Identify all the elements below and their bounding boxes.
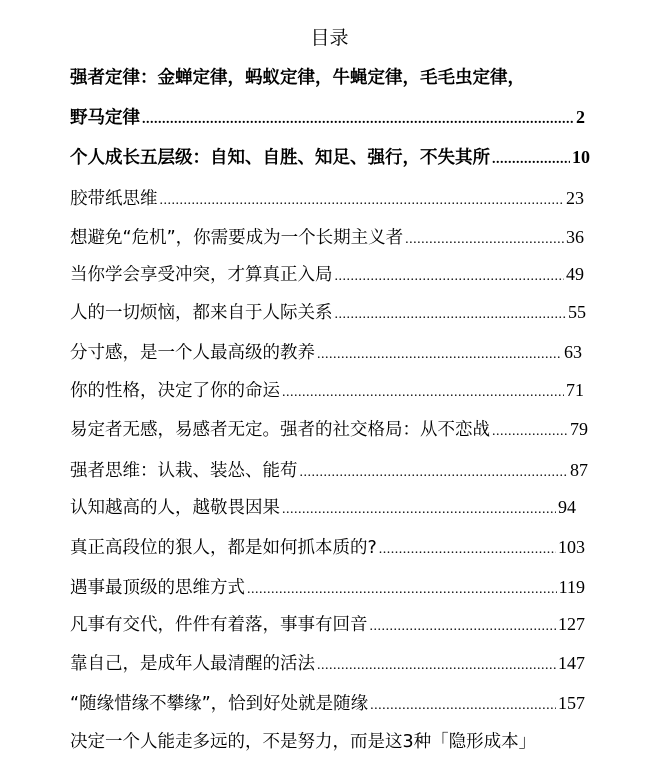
toc-entry[interactable]: [70, 339, 582, 365]
toc-entry-title: 个人成长五层级：自知、自胜、知足、强行，不失其所: [70, 148, 490, 168]
dot-leader: [370, 693, 556, 719]
toc-entry-title: “随缘惜缘不攀缘”，恰到好处就是随缘: [70, 694, 369, 714]
toc-entry[interactable]: [70, 690, 585, 716]
toc-entry[interactable]: [70, 611, 585, 637]
toc-entry[interactable]: [70, 224, 584, 250]
dot-leader: [247, 577, 557, 603]
toc-entry-page: 49: [566, 264, 584, 284]
toc-entry[interactable]: [70, 377, 584, 403]
dot-leader: [300, 460, 569, 486]
toc-entry-title: 当你学会享受冲突，才算真正入局: [70, 265, 333, 285]
toc-entry-title: 想避免“危机”，你需要成为一个长期主义者: [70, 228, 404, 248]
toc-entry-page: 147: [558, 653, 585, 673]
toc-entry-page: 87: [570, 460, 588, 480]
dot-leader: [335, 264, 565, 290]
toc-entry-title: 靠自己，是成年人最清醒的活法: [70, 654, 315, 674]
toc-entry[interactable]: [70, 104, 585, 130]
toc-entry-page: 157: [558, 693, 585, 713]
toc-entry[interactable]: [70, 650, 585, 676]
toc-entry[interactable]: [70, 261, 584, 287]
toc-entry[interactable]: [70, 65, 590, 91]
dot-leader: [282, 380, 564, 406]
toc-entry-title: 野马定律: [70, 108, 140, 128]
dot-leader: [405, 227, 564, 253]
toc-entry-page: 10: [572, 147, 590, 167]
toc-entry-page: 71: [566, 380, 584, 400]
toc-entry-title: 人的一切烦恼，都来自于人际关系: [70, 303, 333, 323]
toc-entry[interactable]: [70, 416, 588, 442]
toc-entry[interactable]: [70, 574, 585, 600]
dot-leader: [379, 537, 556, 563]
dot-leader: [160, 188, 565, 214]
dot-leader: [317, 653, 556, 679]
toc-entry-page: 94: [558, 497, 576, 517]
dot-leader: [142, 107, 574, 133]
toc-entry[interactable]: [70, 457, 588, 483]
dot-leader: [317, 342, 562, 368]
toc-entry-page: 63: [564, 342, 582, 362]
toc-entry-title: 易定者无感，易感者无定。强者的社交格局：从不恋战: [70, 420, 490, 440]
dot-leader: [282, 497, 556, 523]
toc-entry[interactable]: [70, 185, 584, 211]
toc-entry-title: 认知越高的人，越敬畏因果: [70, 498, 280, 518]
toc-entry-page: 127: [558, 614, 585, 634]
toc-entry-title: 分寸感，是一个人最高级的教养: [70, 343, 315, 363]
toc-entry-page: 103: [558, 537, 585, 557]
page-title: 目录: [310, 27, 349, 49]
toc-entry-page: 79: [570, 419, 588, 439]
toc-entry-title: 真正高段位的狠人，都是如何抓本质的?: [70, 538, 377, 558]
toc-entry[interactable]: [70, 494, 576, 520]
dot-leader: [335, 302, 567, 328]
toc-entry[interactable]: [70, 729, 595, 755]
toc-entry-page: 55: [568, 302, 586, 322]
toc-entry-title: 强者思维：认栽、装怂、能苟: [70, 461, 298, 481]
toc-entry-title: 决定一个人能走多远的，不是努力，而是这3种「隐形成本」: [70, 732, 537, 752]
toc-entry-page: 119: [558, 577, 585, 597]
dot-leader: [492, 147, 570, 173]
dot-leader: [370, 614, 557, 640]
toc-entry-title: 凡事有交代，件件有着落，事事有回音: [70, 615, 368, 635]
toc-entry-title: 胶带纸思维: [70, 189, 158, 209]
toc-entry[interactable]: [70, 144, 590, 170]
toc-entry-title: 遇事最顶级的思维方式: [70, 578, 245, 598]
toc-entry-page: 23: [566, 188, 584, 208]
toc-entry-page: 2: [576, 107, 585, 127]
dot-leader: [492, 419, 568, 445]
toc-entry-title: 你的性格，决定了你的命运: [70, 381, 280, 401]
toc-entry-title: 强者定律：金蝉定律，蚂蚁定律，牛蝇定律，毛毛虫定律，: [70, 68, 525, 88]
toc-entry-page: 36: [566, 227, 584, 247]
toc-entry[interactable]: [70, 299, 586, 325]
toc-entry[interactable]: [70, 534, 585, 560]
